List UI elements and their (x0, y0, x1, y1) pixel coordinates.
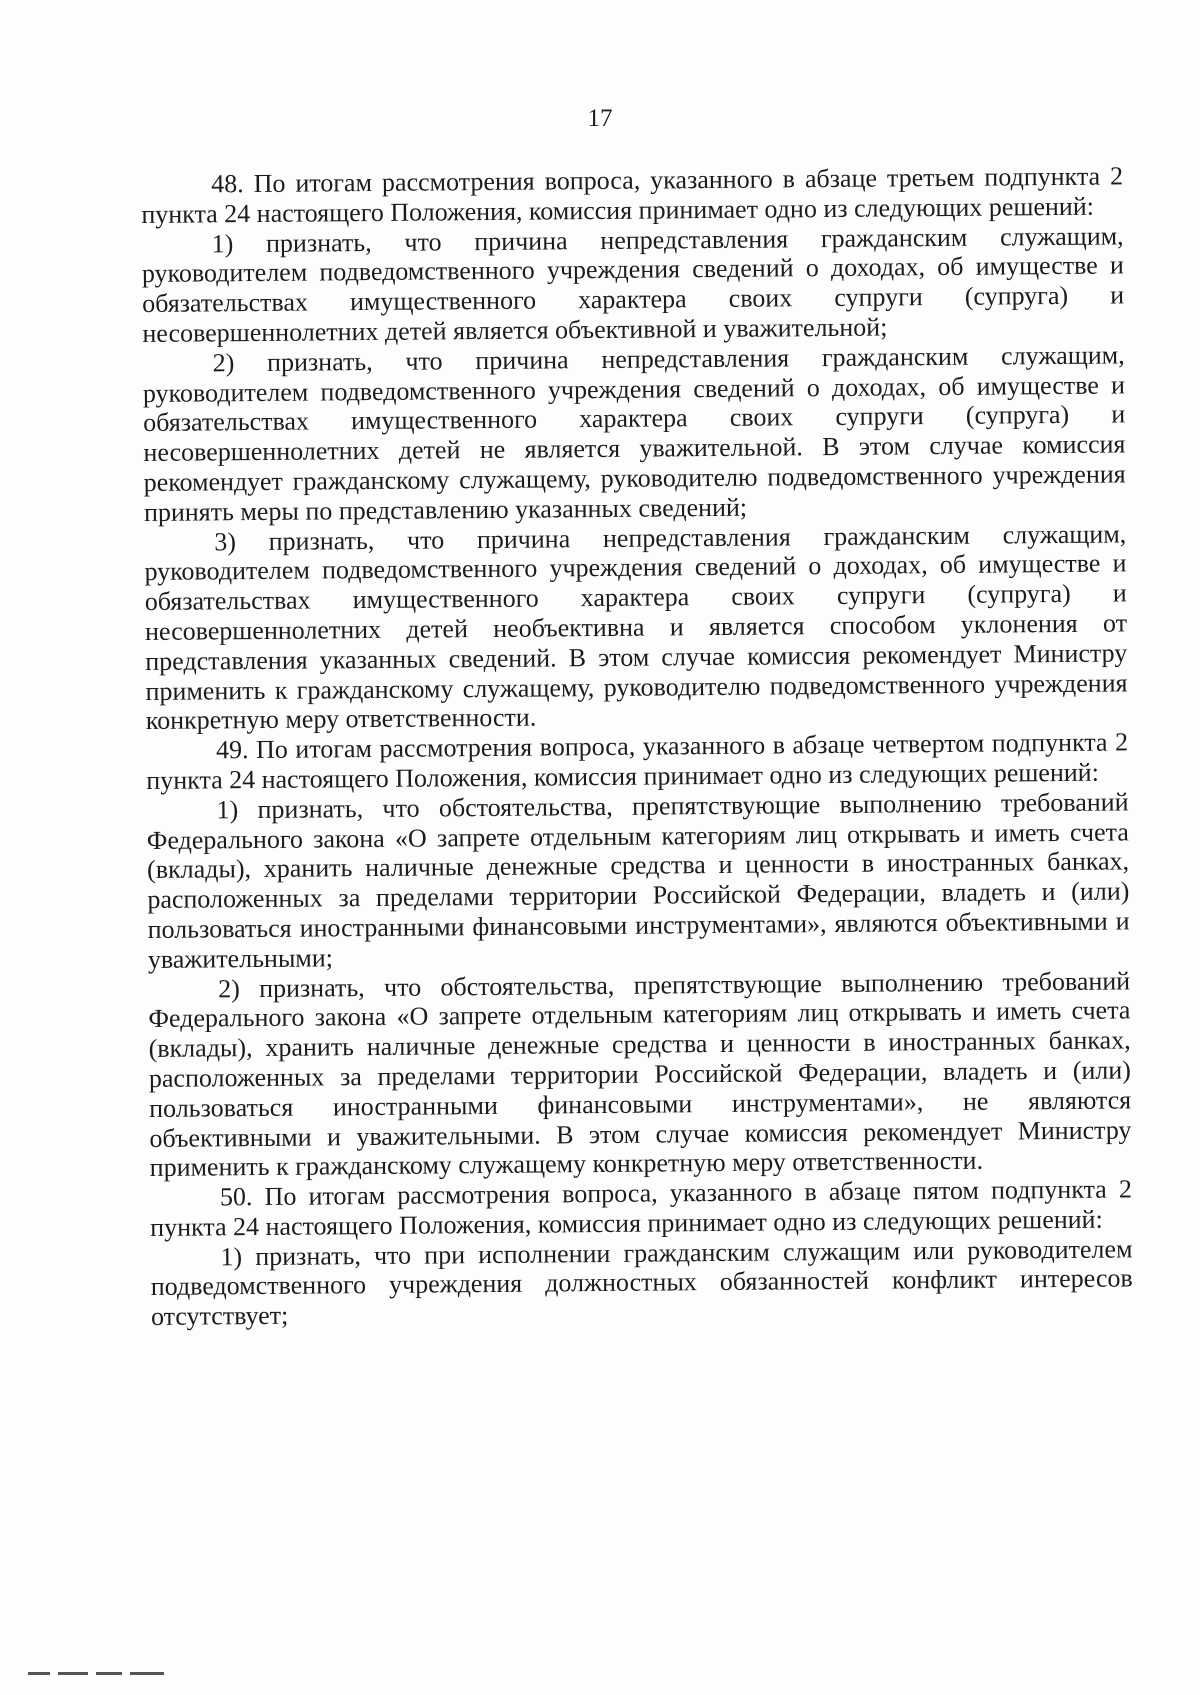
paragraph-49-item-1: 1) признать, что обстоятельства, препятствующие выполнению требований Федерального закона «О запрете отдельным категориям лиц открывать и иметь счета (вклады), хранить наличные денежные средства и ценности в иностранных банках, расположенных за пределами территории Российской Федерации, владеть и (или) пользоваться иностранными финансовыми инструментами», являются объективными и уважительными; (146, 787, 1130, 974)
document-body (141, 161, 1133, 1332)
paragraph-50-item-1: 1) признать, что при исполнении гражданским служащим или руководителем подведомственного учреждения должностных обязанностей конфликт интересов отсутствует; (150, 1234, 1133, 1332)
paragraph-48-item-2: 2) признать, что причина непредставления гражданским служащим, руководителем подведомственного учреждения сведений о доходах, об имуществе и обязательствах имущественного характера своих супруги (супруга) и несовершеннолетних детей не является уважительной. В этом случае комиссия рекомендует гражданскому служащему, руководителю подведомственного учреждения принять меры по представлению указанных сведений; (142, 340, 1126, 527)
page-number: 17 (587, 105, 613, 132)
footer-scan-marks (28, 1672, 164, 1676)
scan-mark (130, 1672, 164, 1675)
paragraph-48-item-1: 1) признать, что причина непредставления гражданским служащим, руководителем подведомственного учреждения сведений о доходах, об имуществе и обязательствах имущественного характера своих супруги (супруга) и несовершеннолетних детей является объективной и уважительной; (141, 221, 1125, 348)
scan-mark (28, 1672, 50, 1675)
scan-mark (96, 1672, 122, 1675)
paragraph-48-item-3: 3) признать, что причина непредставления гражданским служащим, руководителем подведомственного учреждения сведений о доходах, об имуществе и обязательствах имущественного характера своих супруги (супруга) и несовершеннолетних детей необъективна и является способом уклонения от представления указанных сведений. В этом случае комиссия рекомендует Министру применить к гражданскому служащему, руководителю подведомственного учреждения конкретную меру ответственности. (144, 518, 1128, 736)
paragraph-50: 50. По итогам рассмотрения вопроса, указанного в абзаце пятом подпункта 2 пункта 24 настоящего Положения, комиссия принимает одно из следующих решений: (150, 1174, 1133, 1242)
paragraph-49: 49. По итогам рассмотрения вопроса, указанного в абзаце четвертом подпункта 2 пункта 24 настоящего Положения, комиссия принимает одно из следующих решений: (146, 727, 1129, 795)
paragraph-48: 48. По итогам рассмотрения вопроса, указанного в абзаце третьем подпункта 2 пункта 24 настоящего Положения, комиссия принимает одно из следующих решений: (141, 161, 1124, 229)
paragraph-49-item-2: 2) признать, что обстоятельства, препятствующие выполнению требований Федерального закона «О запрете отдельным категориям лиц открывать и иметь счета (вклады), хранить наличные денежные средства и ценности в иностранных банках, расположенных за пределами территории Российской Федерации, владеть и (или) пользоваться иностранными финансовыми инструментами», не являются объективными и уважительными. В этом случае комиссия рекомендует Министру применить к гражданскому служащему конкретную меру ответственности. (148, 965, 1132, 1183)
scan-mark (58, 1672, 88, 1675)
